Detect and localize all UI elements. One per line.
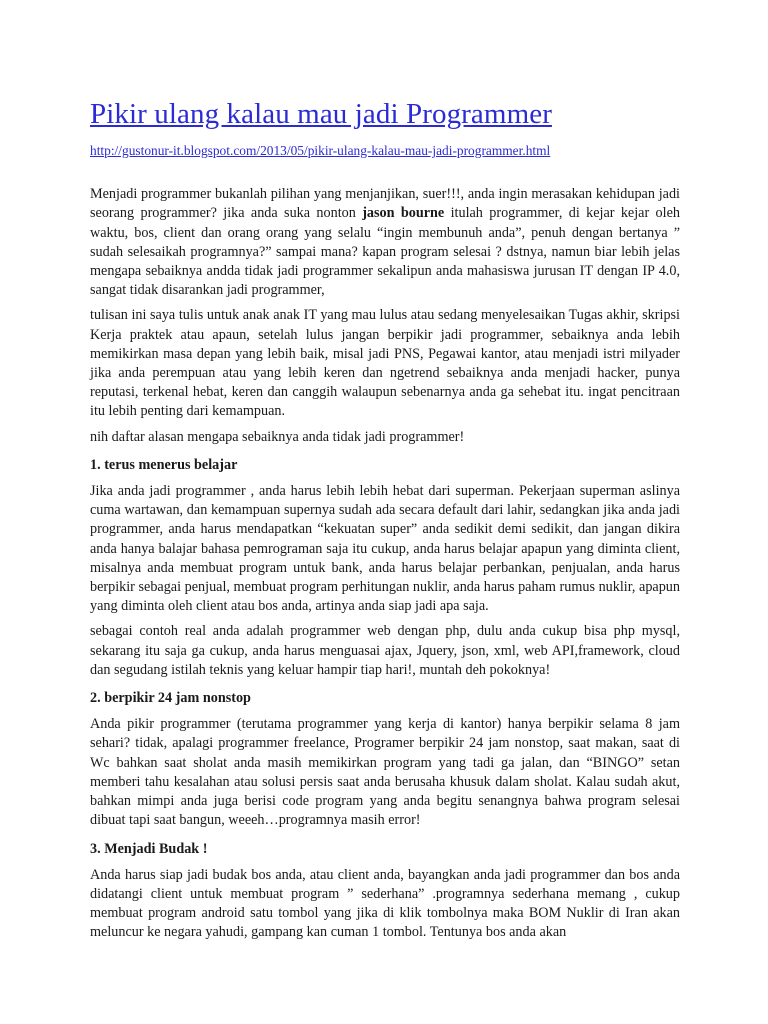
section-heading: 1. terus menerus belajar bbox=[90, 456, 238, 473]
section-paragraph: Anda harus siap jadi budak bos anda, atau client anda, bayangkan anda jadi programmer dan bos anda didatangi client untuk membuat program ” sederhana” .programnya sederhana memang , cukup membuat program android satu tombol yang jika di klik tombolnya maka BOM Nuklir di Iran akan meluncur ke negara yahudi, gampang kan cuman 1 tombol. Tentunya bos anda akan bbox=[90, 866, 680, 941]
section-paragraph: Jika anda jadi programmer , anda harus lebih lebih hebat dari superman. Pekerjaan superman aslinya cuma wartawan, dan kemampuan supernya sudah ada secara default dari lahir, sedangkan jika anda jadi programmer, anda harus mendapatkan “kekuatan super” anda sedikit demi sedikit, dan jangan dikira anda hanya balajar bahasa pemrograman saja itu cukup, anda harus belajar apapun yang diminta client, misalnya anda membuat program untuk bank, anda harus belajar perbankan, penjualan, anda harus berpikir sebagai penjual, membuat program perhitungan nuklir, anda harus paham rumus nuklir, apapun yang diminta oleh client atau bos anda, artinya anda siap jadi apa saja. bbox=[90, 483, 680, 615]
section-paragraph: Anda pikir programmer (terutama programmer yang kerja di kantor) hanya berpikir selama 8 jam sehari? tidak, apalagi programmer freelance, Programer berpikir 24 jam nonstop, saat makan, saat di Wc bahkan saat sholat anda masih memikirkan program yang tadi ga jalan, dan “BINGO” setan memberi tahu kesalahan atau solusi persis saat anda berusaha khusuk dalam sholat. Kalau sudah akut, bahkan mimpi anda juga berisi code program yang anda begitu senangnya bahwa program selesai dibuat tapi saat bangun, weeeh…programnya masih error! bbox=[90, 716, 680, 829]
intro-text-start: Menjadi programmer bukanlah pilihan yang menjanjikan, suer!!!, anda ingin merasakan kehidupan jadi seorang programmer? jika anda suka nonton bbox=[90, 186, 680, 222]
page-title[interactable]: Pikir ulang kalau mau jadi Programmer bbox=[90, 98, 552, 130]
intro-paragraph bbox=[90, 185, 680, 300]
paragraph: tulisan ini saya tulis untuk anak anak IT yang mau lulus atau sedang menyelesaikan Tugas akhir, skripsi Kerja praktek atau apaun, setelah lulus jangan berpikir jadi programmer, sebaiknya anda lebih memikirkan masa depan yang lebih baik, misal jadi PNS, Pegawai kantor, atau menjadi istri milyader jika anda perempuan atau yang lebih keren dan ngetrend sebaiknya anda menjadi hacker, punya reputasi, terkenal hebat, keren dan canggih walaupun sebenarnya anda ga sehebat itu. ingat pencitraan itu lebih penting dari kemampuan. bbox=[90, 307, 680, 420]
source-link[interactable]: http://gustonur-it.blogspot.com/2013/05/pikir-ulang-kalau-mau-jadi-programmer.html bbox=[90, 143, 551, 158]
paragraph: nih daftar alasan mengapa sebaiknya anda tidak jadi programmer! bbox=[90, 428, 465, 445]
section-paragraph: sebagai contoh real anda adalah programmer web dengan php, dulu anda cukup bisa php mysql, sekarang itu saja ga cukup, anda harus menguasai ajax, Jquery, json, xml, web API,framework, cloud dan segudang istilah teknis yang keluar hampir tiap hari!, muntah deh pokoknya! bbox=[90, 623, 680, 678]
section-heading: 2. berpikir 24 jam nonstop bbox=[90, 690, 251, 707]
intro-bold-text: jason bourne bbox=[362, 205, 445, 222]
intro-text-end: itulah programmer, di kejar kejar oleh waktu, bos, client dan orang orang yang selalu “ingin membunuh anda”, penuh dengan bertanya ” sudah selesaikah programnya?” sampai mana? kapan program selesai ? dstnya, namun biar lebih jelas mengapa sebaiknya andda tidak jadi programmer sekalipun anda mahasiswa jurusan IT dengan IP 4.0, sangat tidak disarankan jadi programmer, bbox=[90, 205, 680, 299]
section-heading: 3. Menjadi Budak ! bbox=[90, 840, 208, 857]
